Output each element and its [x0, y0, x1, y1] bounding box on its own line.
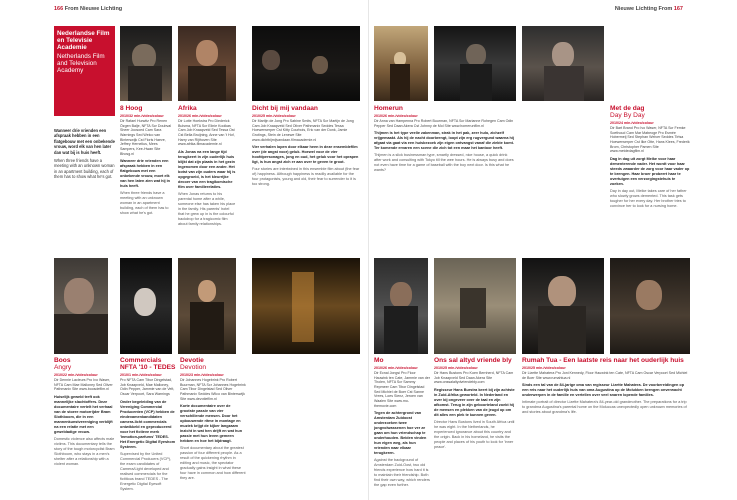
still-photo-homerun: [374, 26, 428, 101]
film-meta: 2010/23 min./video/colour: [180, 372, 224, 377]
still-photo-commercials: [120, 258, 172, 354]
film-title: Homerun: [374, 105, 403, 112]
film-meta: 2010/26 min./video/colour: [178, 113, 222, 118]
film-meta: 2010/26 min./video/colour: [374, 365, 418, 370]
film-title-en: Angry: [54, 363, 72, 371]
still-photo-8-hoog: [120, 26, 172, 101]
film-meta: 2010/25 min./video/colour: [434, 365, 478, 370]
film-meta: 2010/32 min./video/colour: [120, 113, 164, 118]
left-page-header: [54, 6, 122, 12]
film-desc-en: When three friends have a meeting with an unknown woman in an apartment building, each of them has to show what he's got.: [120, 191, 169, 216]
still-photo-met-de-dag: [522, 26, 604, 101]
film-title: Dicht bij mij vandaan: [252, 105, 318, 112]
right-page-number: 167: [673, 6, 683, 12]
film-credits: Dir Dennie Lacleurs Pro Ivo Waser, NFTA Cam Mae Malloney Sed Oliver Pathmanix Site www.boosdefilm.nl: [54, 377, 113, 392]
still-photo-devotie: [178, 258, 236, 354]
film-desc-nl: Onder begeleiding van de Vereniging Commercial Producenten (VCP) hebben de eindexamenkandidaten camera-licht commercials ontwikkeld en geproduceerd voor het fictieve merk 'Inmotion-parfums' TEDES. Het Energetic Digital Eyeshom Systeem.: [120, 399, 176, 449]
still-photo-devotie-2: [252, 258, 360, 354]
film-desc-en: Four stories are intertwined in this ensemble film about (the fear of) happiness. Although happiness is readily available for the four protagonists, young and old, their fear to surrender to it is too strong.: [252, 167, 360, 187]
film-entry: [374, 106, 514, 173]
still-photo-dicht-bij-mij: [252, 26, 360, 101]
film-entry: [252, 106, 360, 187]
film-desc-en: Against the background of Amsterdam Zuid-Oost, two old friends experience how hard it is to maintain their friendship. Both find their own way, which renders the gap even further.: [374, 458, 430, 488]
film-desc-en: Day in day out, Meike takes care of her father who slowly grows demented. This task gets tougher for her every day. Her brother tries to convince her to look for a nursing home.: [610, 188, 687, 208]
film-credits: Dir Martijn de Jong Pro Sabine Smits, NFTA Scr Martijn de Jong Cam Job Knaapveld Sed Oliver Pathmanix Seddes Tessa Hoewerwerper Cst Kitty Courbois, Eric van der Donk, Jamie Grotings, Stein de Lenewe Site www.dichtbijmijvandaan.filmacademie.nl: [252, 118, 354, 142]
page-gutter: [368, 0, 369, 500]
film-credits: Dir Lizette Mahatera Pro Joni Kennedy, Floor Hauwink ten Cate, NFTA Cam Oscar Verpoort Sed Michiel de Boer Site www.rumahtua.nl: [522, 370, 688, 380]
film-meta: 2010/25 min./video/colour: [522, 365, 566, 370]
intro-text-en: When three friends have a meeting with an unknown woman in an apartment building, each of them has to show what he's got.: [54, 157, 115, 180]
still-photo-ons-sal: [434, 258, 516, 354]
film-desc-en: Supervised by the United Commercial Producers (VCP), the exam candidates of Camera/Light developed and realised commercials for the fictitious brand TEDES - The Energetic Digital Eyesoft System.: [120, 451, 172, 491]
right-page-label: From: [658, 6, 673, 12]
film-title: Devotie: [180, 357, 204, 364]
film-desc-nl: Regisseur Hans Burstra keert bij zijn achtste in Zuid-Afrika geworteld. In Nederland en over bij ongeveer over de taal en zijn afkomst. Terug in zijn geboorteland zoekt hij de mensen en plekken van de jeugd op om dit alles een plek te kunnen geven.: [434, 387, 515, 417]
film-title: Rumah Tua - Een laatste reis naar het ouderlijk huis: [522, 357, 684, 364]
still-photo-afrika: [178, 26, 236, 101]
right-page-header: [615, 6, 683, 12]
film-title: Boos: [54, 357, 71, 364]
right-page-title: Nieuwe Lichting: [614, 6, 657, 12]
film-credits: Dir Hans Bustons Pro Koen Bernherd, NFTA Cam Job Knaapveld Sed Daan Akera Site www.onssalaltydvriendebly.com: [434, 370, 514, 385]
film-meta: 2010/25 min./video/colour: [252, 113, 296, 118]
film-desc-nl: Huiselijk geweld treft ook mannelijke slachtoffers. Deze documentaire vertelt het verhaal van de stoere motorrijder Bram Slothboom, die in een mannenkunstvereniging verblijft na een relatie met een geweldadige vrouw.: [54, 394, 113, 434]
academy-title-block: [54, 26, 115, 116]
film-entry: [120, 106, 174, 216]
film-entry: [610, 106, 690, 209]
film-title: Mo: [374, 357, 384, 364]
still-photo-mo: [374, 258, 428, 354]
film-credits: Dir Lotte Hoekstra Pro Diederick Bulsma, NFTA Scr Elinie Kooikas Cam Job Knaapveld Sed Tessa Ost Cst Bella Bruijning, Anne van 't Hof, Harry van Rijthoven Site www.afrika-filmacademie.nl: [178, 118, 235, 147]
film-title-en: Day By Day: [610, 111, 645, 119]
left-page-title: From Nieuwe Lichting: [64, 6, 123, 12]
film-entry: [522, 358, 690, 415]
intro-text-nl: Wanneer drie vrienden een afspraak hebben in een flatgebouw met een onbekende vrouw, word elk van hen later dan wat bij is huis heeft.: [54, 128, 115, 155]
film-desc-en: Domestic violence also affects male victims. This documentary tells the story of the tough motorcyclist Bram Slothboom, who stays in a men's shelter after a relationship with a violent woman.: [54, 436, 115, 466]
film-desc-nl: Wanneer drie vrienden een afspraak hebben in een flatgebouw met een onbekende vrouw, moet elk van hen laten zien wat hij in huis heeft.: [120, 159, 171, 189]
film-entry: [374, 358, 430, 488]
film-desc-en: When Jonas returns to his parental home after a while, someone else has taken his place in the family. His parents' hotel that he grew up in is the colourful backdrop for a tragicomic film about family relationships.: [178, 191, 236, 226]
still-photo-rumah-tua: [522, 258, 604, 354]
film-desc-nl: Dag in dag uit zorgt Meike voor haar dementerende vader. Het wordt voor haar steeds zwaarder de zorg voor haar vader op te brengen. Haar broer probeert haar te overtuigen een verzorgingstehuis te zoeken.: [610, 156, 690, 186]
film-desc-nl: Thijmen is het type veelie zakenman, strak in het pak, zeer hulo, zichzelf vrijgemaakt. Als hij de nacht doorbrengt, loopt zijn erg rugvergund waarna hij afgaat via gaat via een huisbezoek zijn eigen ontvangst vanaf die ziekte komt. Ter komende ervaren een scene die zich tot een maar het kantoor heeft.: [374, 131, 514, 151]
film-entry: [434, 358, 516, 450]
intro-text: [54, 128, 115, 180]
academy-title-nl: Nederlandse Film en Televisie Academie: [57, 30, 110, 52]
film-credits: Dir Anna van Hampenna Pro Robert Buurman, NFTA Scr Marianne Rohegen Cam Odin Pepper Sed Daan Akera Cst Johnny de Mol Site www.homerunfilm.nl: [374, 118, 514, 128]
film-meta: 2010/22 min./video/colour: [54, 372, 98, 377]
film-credits: Dir Johannes Hogebrink Pro Robert Buurman, NFTA Scr Johannes Hogebrink Cam Tibor Dingelstad Sed Oliver Pathmanix Seddes Wilco van Binterswijk Site www.devotiefilm.nl: [180, 377, 246, 401]
film-desc-en: Intimate portrait of director Lizette Mahatera's 84-year-old grandmother. The preparations for a trip to grandma Augustina's parental home on the Moluccas unexpectedly open unknown memories of and stories about grandma's life.: [522, 400, 687, 415]
film-desc-en: Thijmen is a slick businessman type, smartly dressed, nice house, a quick drink after work and consulting with Tokyo till the wee hours. He is always busy and does not even have time for a game of baseball with the boy next door. Is this what he wants?: [374, 153, 514, 173]
film-credits: Dir Rafael Hurwitz Pro Renen Özgen Balje, NFTA Scr Doubval Sheer Joosoed Cam Sara Warnings Sed Welco van Binterswijk Cst Floris Haeve, Jeffrey Hernelius, Mees Sampers, Kee-Hwan Site Bhosg.nl: [120, 118, 172, 156]
film-desc-en: Short documentary about the greatest passion of four different people. As a result of the quickening rhythm in editing and music, the spectator gradually gains insight in what these four have in common and how different they are.: [180, 446, 246, 481]
film-desc-nl: Tegen de achtergrond van Amsterdam Zuidoost onderzoeken twee jongvolwassenen hoe ver ze gaan om hun vriendschap te onderhouden. Beiden vinden hun eigen weg, als hun vrienden naar elkaar terugkeren.: [374, 411, 427, 456]
film-title: Afrika: [178, 105, 197, 112]
film-entry: [54, 358, 116, 467]
film-desc-nl: Sinds een tal van de 84-jarige oma van regisseur Lizette Mahatera. De voorbereidingen op een reis naar het ouderlijk huis van oma Augustina op de Molukken brengen onverwacht onderwerpen in de familie en vertellen over veel snaren lopende families.: [522, 383, 685, 398]
film-credits: Dir Ecnal Jongsi Pro Floor Hauwink ten Cate, Jammie van der Tholen, NFTA Scr Sammy Repmeer Cam Tibor Dingelstad Sed Michiel de Boer Cst Sanne Vrees, Loes Sienz, Jeroen van Waalen Site www.mo-themovie.com: [374, 370, 430, 408]
film-title: Commercials NFTA '10 - TEDES: [120, 357, 176, 371]
still-photo-boos: [54, 258, 108, 354]
film-entry: [120, 358, 176, 492]
film-desc-nl: Vier verhalen lopen door elkaar heen in deze ensemblefilm over (de angst voor) geluk. Hoewel voor de vier hoofdpersonages, jong en oud, het geluk voor het oprapen ligt, is hun angst zich er aan over te geven te groot.: [252, 145, 359, 165]
still-photo-homerun-2: [434, 26, 516, 101]
film-entry: [178, 106, 236, 227]
still-photo-rumah-tua-2: [610, 258, 690, 354]
film-desc-nl: Als Jonas na een lange tijd terugkeert in zijn ouderlijk huis blijkt dat zijn plaats in het gezin ingenomen door een ander. Het botst van zijn ouders waar hij is opgegroeid, is het kleurrijke decoer van een tragikomische film over familierelaties.: [178, 149, 236, 189]
film-credits: Pro NFTA Cam Tibor Dingelstad, Job Knaapveld, Mae Malloney, Odin Pepper, Jammie van de Velt, Oscar Verpoort, Sara Warnings: [120, 377, 175, 396]
film-meta: 2010/1 min./video/colour: [120, 372, 162, 377]
film-title: 8 Hoog: [120, 105, 143, 112]
academy-title-en: Netherlands Film and Television Academy: [57, 52, 105, 75]
film-desc-en: Director Hans Bustons lived in South Africa until he was eight. In the Netherlands, he experienced ignorance about this country and the origin. Back in his homeland, he visits the people and places of his youth to look for 'inner peace'.: [434, 419, 515, 449]
film-desc-nl: Korte documentaire over de grootste passie van vier verschillende mensen. Door het opbouwende ritme in montage en muziek krijgt de kijker langzaam inzicht in wat hen drijft en wat hun passie met hun leven gemeen hebben en hoe het bijdraagt.: [180, 404, 243, 444]
film-credits: Dir Bart Brand Pro Ivo Waser, NFTA Scr Femke Soethoud Cam Mar Mabeoge Pro Esmée Hobermeij Sed Stephan Welver Seddes Tirtsa Hoewerwerper Cst Ilke Otte, Hans Klees, Frederik Brom, Christopher Pamen Site www.metdedagfilm.nl: [610, 125, 690, 154]
film-title-en: Devotion: [180, 363, 207, 371]
film-meta: 2010/24 min./video/colour: [610, 120, 654, 125]
film-title: Met de dag: [610, 105, 645, 112]
film-entry: [180, 358, 246, 481]
film-meta: 2010/26 min./video/colour: [374, 113, 418, 118]
left-page-number: 166: [54, 6, 64, 12]
film-title: Ons sal altyd vriende bly: [434, 357, 512, 364]
